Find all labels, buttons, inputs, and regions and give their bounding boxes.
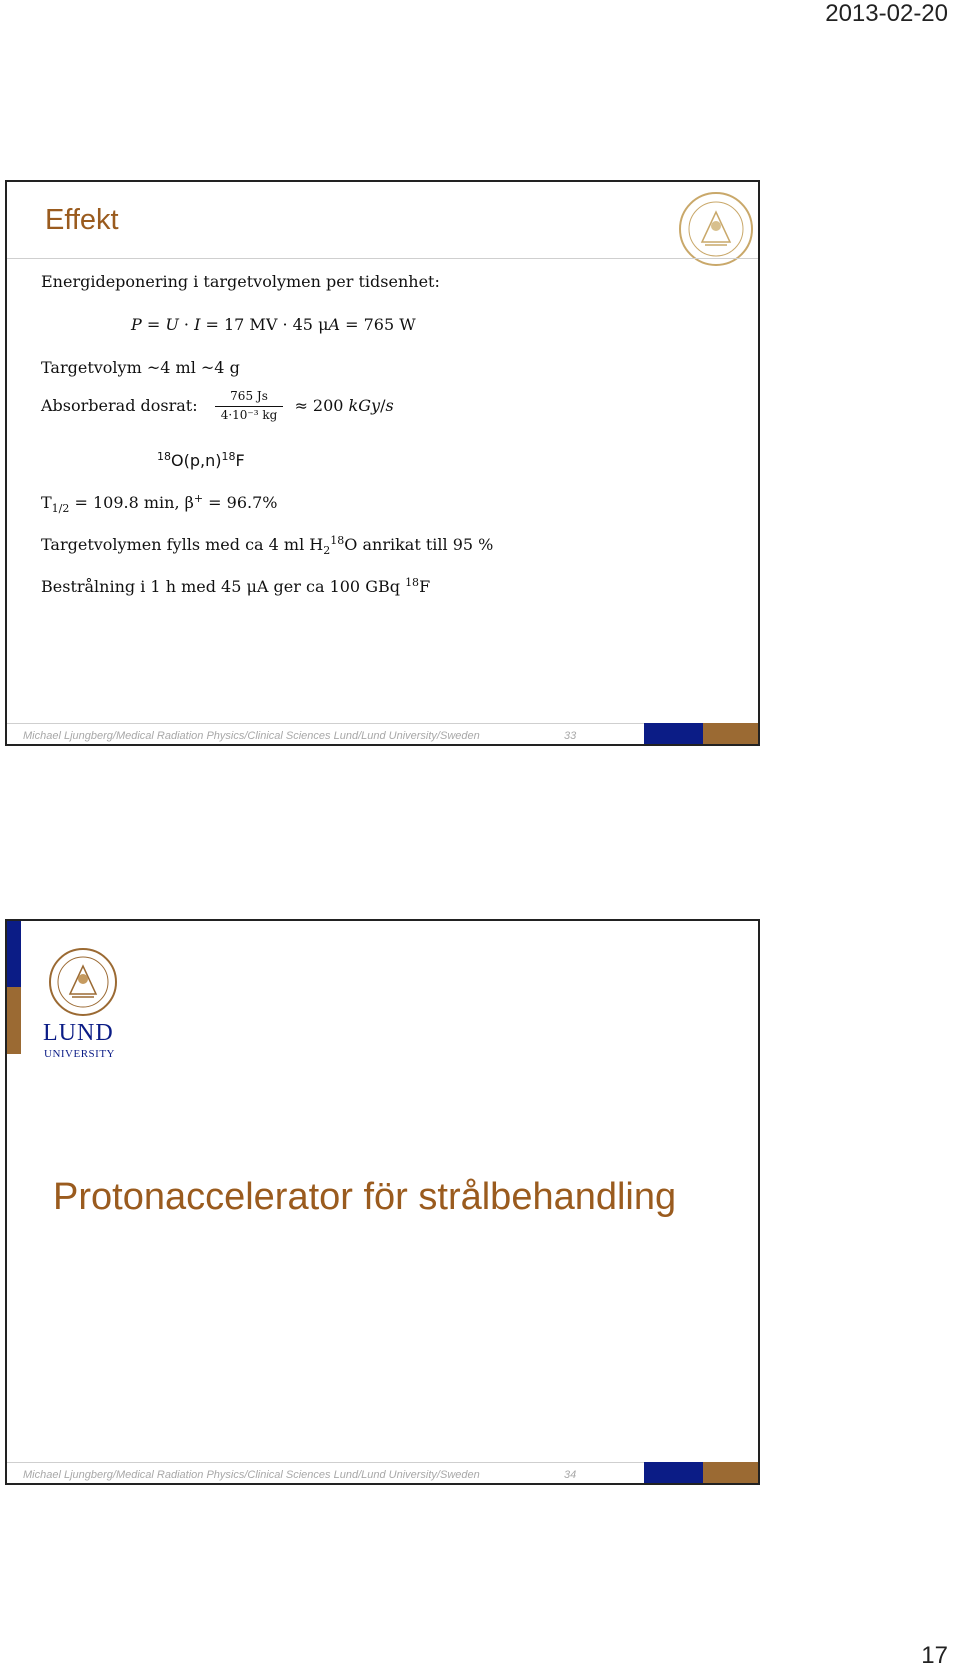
fill-text-end: O anrikat till 95 % [344, 535, 494, 554]
half-life-line [41, 492, 277, 515]
university-seal-icon [677, 190, 755, 268]
fill-text: Targetvolymen fylls med ca 4 ml H [41, 535, 324, 554]
dose-fraction [215, 390, 284, 423]
slide-title: Protonaccelerator för strålbehandling [53, 1176, 677, 1218]
fill-superscript: 18 [330, 534, 345, 547]
fill-subscript: 2 [323, 544, 331, 557]
slide-title: Effekt [45, 204, 119, 236]
text-energy-deposition: Energideponering i targetvolymen per tidsenhet: [41, 272, 440, 291]
halflife-subscript: 1/2 [51, 502, 70, 515]
slide-footer [7, 1462, 758, 1483]
slide-number: 33 [564, 730, 577, 742]
reaction-mass-2: 18 [221, 450, 236, 463]
slide-proton-accelerator [5, 919, 760, 1485]
logo-wordmark: LUND [43, 1020, 114, 1046]
irradiation-text-end: F [419, 577, 431, 596]
footer-blue-block [644, 723, 703, 744]
slide-number: 34 [564, 1469, 577, 1481]
reaction-mass-1: 18 [157, 450, 171, 463]
dose-rate-label: Absorberad dosrat: [41, 395, 198, 415]
irradiation-line [41, 576, 430, 596]
nuclear-reaction [157, 450, 245, 470]
footer-brown-block [703, 1462, 760, 1483]
footer-author: Michael Ljungberg/Medical Radiation Physics/Clinical Sciences Lund/Lund University/Sweden [23, 730, 480, 742]
dose-numerator: 765 Js [215, 390, 284, 407]
footer-blue-block [644, 1462, 703, 1483]
footer-author: Michael Ljungberg/Medical Radiation Physics/Clinical Sciences Lund/Lund University/Sweden [23, 1469, 480, 1481]
reaction-product: F [235, 451, 245, 470]
university-seal-icon [47, 946, 119, 1018]
irradiation-superscript: 18 [405, 576, 420, 589]
dose-denominator: 4·10⁻³ kg [220, 407, 278, 422]
beta-plus-sup: + [193, 492, 204, 505]
dose-result: ≈ 200 𝑘𝐺𝑦/𝑠 [294, 395, 394, 415]
logo-subtitle: UNIVERSITY [44, 1048, 115, 1060]
dose-rate-row [41, 390, 394, 423]
power-equation: 𝑃 = 𝑈 · 𝐼 = 17 MV · 45 μ𝐴 = 765 W [131, 315, 416, 334]
text-target-volume: Targetvolym ~4 ml ~4 g [41, 358, 240, 377]
side-blue-block [7, 921, 21, 987]
halflife-symbol: T [41, 493, 52, 512]
slide-effekt [5, 180, 760, 746]
slide-footer [7, 723, 758, 744]
page-number: 17 [921, 1642, 948, 1669]
title-divider [7, 258, 758, 259]
page-date: 2013-02-20 [825, 0, 948, 27]
footer-brown-block [703, 723, 760, 744]
reaction-text: O(p,n) [171, 451, 222, 470]
side-brown-block [7, 987, 21, 1054]
halflife-value: = 109.8 min, β [69, 493, 194, 512]
lund-university-logo [43, 946, 133, 1058]
irradiation-text: Bestrålning i 1 h med 45 μA ger ca 100 GBq [41, 577, 406, 596]
beta-fraction: = 96.7% [203, 493, 278, 512]
target-fill-line [41, 534, 493, 557]
